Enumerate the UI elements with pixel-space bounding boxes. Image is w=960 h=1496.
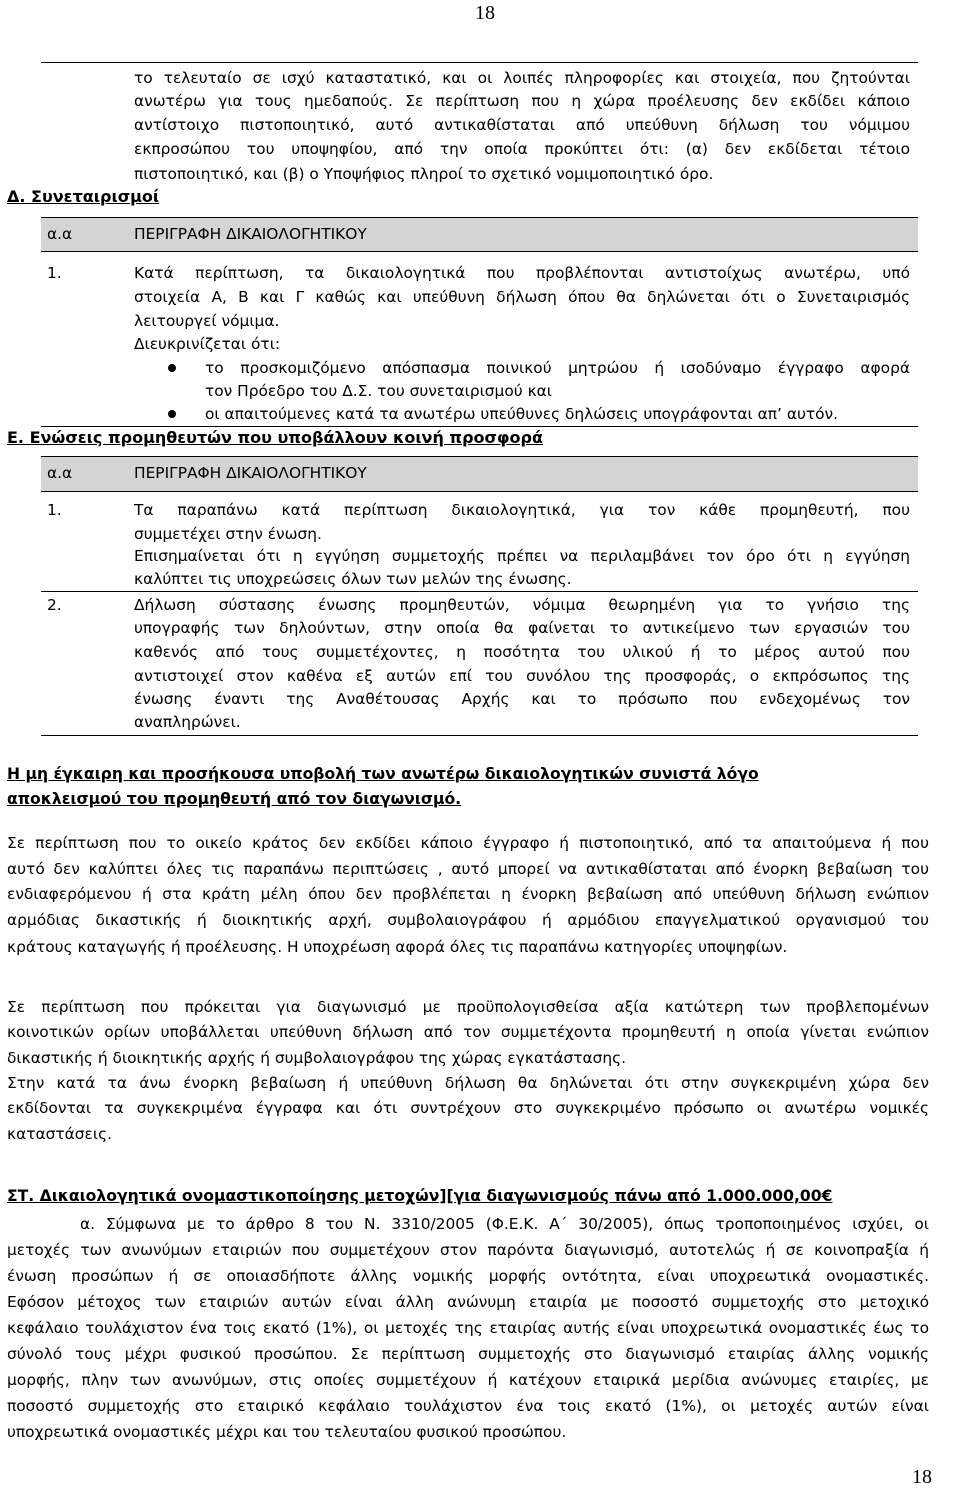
item-line: αντιστοιχεί στον καθένα εξ αυτών επί του συνόλου της προσφοράς, ο εκπρόσωπος της xyxy=(134,667,910,685)
item-line: υπογραφής των δηλούντων, στην οποία θα φαίνεται το αντικείμενο των εργασιών του xyxy=(134,619,910,637)
section-st-line: μορφής, πλην των ανωνύμων, στις οποίες συμμετέχουν ή κατέχουν εταιρικά μερίδια ανώνυμες εταιρίες, με xyxy=(7,1371,929,1389)
intro-line: το τελευταίο σε ισχύ καταστατικό, και οι λοιπές πληροφορίες και στοιχεία, που ζητούνται xyxy=(134,69,910,87)
section-st-line: υποχρεωτικά ονομαστικές μέχρι και του τελευταίου φυσικού προσώπου. xyxy=(7,1423,567,1441)
paragraph-line: Στην κατά τα άνω ένορκη βεβαίωση ή υπεύθυνη δήλωση θα δηλώνεται ότι στην συγκεκριμένη χώρα δεν xyxy=(7,1074,929,1092)
item-line: καθενός από τους συμμετέχοντες, η ποσότητα του υλικού ή το μέρος αυτού που xyxy=(134,643,910,661)
item-number: 1. xyxy=(47,501,62,519)
section-e-title: Ε. Ενώσεις προμηθευτών που υποβάλλουν κοινή προσφορά xyxy=(7,428,543,447)
column-description-label: ΠΕΡΙΓΡΑΦΗ ΔΙΚΑΙΟΛΟΓΗΤΙΚΟΥ xyxy=(134,464,367,482)
column-number-label: α.α xyxy=(47,225,73,243)
paragraph-line: καταστάσεις. xyxy=(7,1125,112,1143)
section-d-title: Δ. Συνεταιρισμοί xyxy=(7,187,160,206)
intro-line: πιστοποιητικό, και (β) ο Υποψήφιος πληροί το σχετικό νομιμοποιητικό όρο. xyxy=(134,165,714,183)
section-st-line: σύνολό τους μέχρι φυσικού προσώπου. Σε περίπτωση συμμετοχής στο διαγωνισμό εταιρίας άλλης νομικής xyxy=(7,1345,929,1363)
item-number: 1. xyxy=(47,264,62,282)
section-e-table-header xyxy=(41,456,918,492)
item-line: συμμετέχει στην ένωση. xyxy=(134,525,322,543)
column-description-label: ΠΕΡΙΓΡΑΦΗ ΔΙΚΑΙΟΛΟΓΗΤΙΚΟΥ xyxy=(134,225,367,243)
section-st-line: ποσοστό συμμετοχής στο εταιρικό κεφάλαιο τουλάχιστον ένα τοις εκατό (1%), οι μετοχές αυτών είναι xyxy=(7,1397,929,1415)
section-st-line: ένωση προσώπων ή σε οποιασδήποτε άλλης νομικής μορφής οντότητα, είναι υποχρεωτικά ονομαστικές. xyxy=(7,1267,929,1285)
warning-line: αποκλεισμού του προμηθευτή από τον διαγωνισμό. xyxy=(7,790,462,808)
item-line: λειτουργεί νόμιμα. xyxy=(134,312,280,330)
intro-line: αντίστοιχο πιστοποιητικό, αυτό αντικαθίσταται από υπεύθυνη δήλωση του νόμιμου xyxy=(134,116,910,134)
bullet-line: οι απαιτούμενες κατά τα ανωτέρω υπεύθυνες δηλώσεις υπογράφονται απ’ αυτόν. xyxy=(205,405,839,423)
column-number-label: α.α xyxy=(47,464,73,482)
section-st-line: μετοχές των ανωνύμων εταιριών που συμμετέχουν στον παρόντα διαγωνισμό, αυτοτελώς ή σε κοινοπραξία ή xyxy=(7,1241,929,1259)
item-line: στοιχεία Α, Β και Γ καθώς και υπεύθυνη δήλωση όπου θα δηλώνεται ότι ο Συνεταιρισμός xyxy=(134,288,910,306)
row-divider xyxy=(41,591,918,592)
paragraph-line: κράτους καταγωγής ή προέλευσης. Η υποχρέωση αφορά όλες τις παραπάνω κατηγορίες υποψηφίων. xyxy=(7,938,788,956)
bullet-line: τον Πρόεδρο του Δ.Σ. του συνεταιρισμού και xyxy=(205,382,552,400)
section-st-line: Εφόσον μέτοχος των εταιριών αυτών είναι άλλη ανώνυμη εταιρία με ποσοστό συμμετοχής στο μετοχικό xyxy=(7,1293,929,1311)
item-line: Επισημαίνεται ότι η εγγύηση συμμετοχής πρέπει να περιλαμβάνει τον όρο ότι η εγγύηση xyxy=(134,547,910,565)
paragraph-line: δικαστικής ή διοικητικής αρχής ή συμβολαιογράφου της χώρας εγκατάστασης. xyxy=(7,1049,627,1067)
warning-line: Η μη έγκαιρη και προσήκουσα υποβολή των ανωτέρω δικαιολογητικών συνιστά λόγο xyxy=(7,765,759,783)
section-d-table-header xyxy=(41,217,918,252)
paragraph-line: κοινοτικών ορίων υποβάλλεται υπεύθυνη δήλωση από τον συμμετέχοντα προμηθευτή η οποία γίνεται ενώπιον xyxy=(7,1023,929,1041)
table-top-border xyxy=(41,62,918,63)
item-number: 2. xyxy=(47,596,62,614)
item-line: καλύπτει τις υποχρεώσεις όλων των μελών της ένωσης. xyxy=(134,570,572,588)
section-st-title: ΣΤ. Δικαιολογητικά ονομαστικοποίησης μετοχών][για διαγωνισμούς πάνω από 1.000.000,00€ xyxy=(7,1187,833,1205)
paragraph-line: αρμόδιας δικαστικής ή διοικητικής αρχή, συμβολαιογράφου ή αρμόδιου επαγγελματικού οργανισμού του xyxy=(7,911,929,929)
section-st-line: α. Σύμφωνα με το άρθρο 8 του Ν. 3310/2005 (Φ.Ε.Κ. Α΄ 30/2005), όπως τροποποιημένος ισχύει, οι xyxy=(80,1215,929,1233)
bullet-icon xyxy=(168,364,176,372)
paragraph-line: Σε περίπτωση που πρόκειται για διαγωνισμό με προϋπολογισθείσα αξία κατώτερη των προβλεπομένων xyxy=(7,998,929,1016)
item-line: αναπληρώνει. xyxy=(134,713,241,731)
page-number-top: 18 xyxy=(475,2,495,24)
item-line: Δήλωση σύστασης ένωσης προμηθευτών, νόμιμα θεωρημένη για το γνήσιο της xyxy=(134,596,910,614)
clarification-text: Διευκρινίζεται ότι: xyxy=(134,335,281,353)
paragraph-line: αυτό δεν καλύπτει όλες τις παραπάνω περιπτώσεις , αυτό μπορεί να αντικαθίσταται από ένορκη βεβαίωση του xyxy=(7,860,929,878)
intro-line: εκπροσώπου του υποψηφίου, από την οποία προκύπτει ότι: (α) δεν εκδίδεται τέτοιο xyxy=(134,140,910,158)
table-bottom-border xyxy=(41,735,918,736)
item-line: Κατά περίπτωση, τα δικαιολογητικά που προβλέπονται αντιστοίχως ανωτέρω, υπό xyxy=(134,264,910,282)
paragraph-line: Σε περίπτωση που το οικείο κράτος δεν εκδίδει κάποιο έγγραφο ή πιστοποιητικό, από τα απαιτούμενα ή που xyxy=(7,834,929,852)
intro-line: ανωτέρω για τους ημεδαπούς. Σε περίπτωση που η χώρα προέλευσης δεν εκδίδει κάποιο xyxy=(134,92,910,110)
item-line: Τα παραπάνω κατά περίπτωση δικαιολογητικά, για τον κάθε προμηθευτή, που xyxy=(134,501,910,519)
section-st-line: κεφάλαιο τουλάχιστον ένα τοις εκατό (1%), οι μετοχές της εταιρίας αυτής είναι υποχρεωτικά ονομαστικές έως το xyxy=(7,1319,929,1337)
item-line: ένωσης έναντι της Αναθέτουσας Αρχής και το πρόσωπο που ενδεχομένως τον xyxy=(134,690,910,708)
bullet-icon xyxy=(168,410,176,418)
paragraph-line: εκδίδονται τα συγκεκριμένα έγγραφα και ότι συντρέχουν στο συγκεκριμένο πρόσωπο οι ανωτέρω νομικές xyxy=(7,1099,929,1117)
bullet-line: το προσκομιζόμενο απόσπασμα ποινικού μητρώου ή ισοδύναμο έγγραφο αφορά xyxy=(205,359,910,377)
page-number-bottom: 18 xyxy=(912,1466,932,1488)
paragraph-line: ενδιαφερόμενου ή στα κράτη μέλη όπου δεν προβλέπεται η ένορκη βεβαίωση από υπεύθυνη δήλωση ενώπιον xyxy=(7,885,929,903)
